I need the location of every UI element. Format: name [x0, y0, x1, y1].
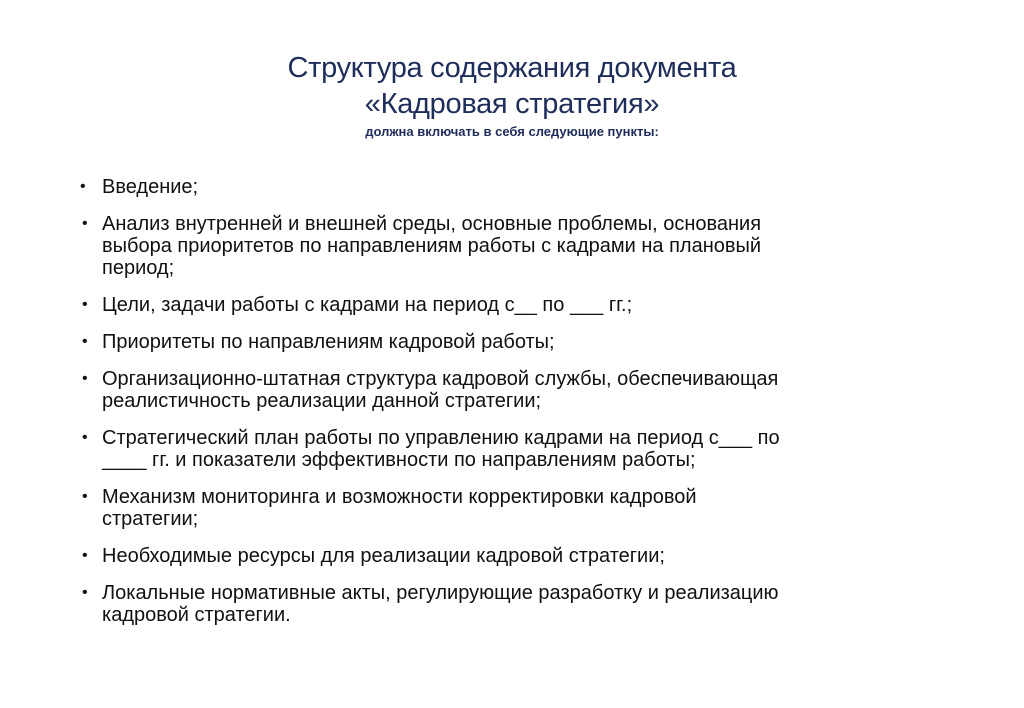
- list-item-text: Организационно-штатная структура кадровой службы, обеспечивающая реалистичность реализации данной стратегии;: [102, 368, 779, 412]
- page-subtitle: должна включать в себя следующие пункты:: [365, 124, 659, 139]
- bullet-icon: •: [82, 333, 88, 350]
- list-item-text: Локальные нормативные акты, регулирующие разработку и реализацию кадровой стратегии.: [102, 582, 779, 626]
- bullet-icon: •: [82, 429, 88, 446]
- list-item-text: Введение;: [102, 176, 199, 198]
- list-item: [80, 331, 960, 353]
- list-item: [80, 582, 960, 626]
- list-item-text: Анализ внутренней и внешней среды, основные проблемы, основания выбора приоритетов по направлениям работы с кадрами на плановый период;: [102, 213, 762, 279]
- bullet-icon: •: [82, 215, 88, 232]
- list-item: [80, 213, 960, 279]
- bullet-icon: •: [82, 370, 88, 387]
- list-item: [80, 176, 960, 198]
- list-item-text: Механизм мониторинга и возможности корректировки кадровой стратегии;: [102, 486, 697, 530]
- list-item: [80, 368, 960, 412]
- list-item: [80, 427, 960, 471]
- bullet-icon: •: [82, 296, 88, 313]
- title-block: [0, 50, 1024, 140]
- list-item-text: Приоритеты по направлениям кадровой работы;: [102, 331, 555, 353]
- bullet-icon: •: [82, 584, 88, 601]
- list-item-text: Стратегический план работы по управлению кадрами на период с___ по ____ гг. и показатели эффективности по направлениям работы;: [102, 427, 780, 471]
- page-title-line-2: «Кадровая стратегия»: [364, 88, 660, 120]
- content-list: [80, 176, 960, 641]
- bullet-icon: •: [82, 488, 88, 505]
- page-title-line-1: Структура содержания документа: [287, 52, 737, 84]
- list-item-text: Необходимые ресурсы для реализации кадровой стратегии;: [102, 545, 665, 567]
- list-item: [80, 486, 960, 530]
- bullet-icon: •: [82, 547, 88, 564]
- list-item: [80, 294, 960, 316]
- list-item-text: Цели, задачи работы с кадрами на период с__ по ___ гг.;: [102, 294, 633, 316]
- bullet-icon: •: [80, 178, 86, 195]
- list-item: [80, 545, 960, 567]
